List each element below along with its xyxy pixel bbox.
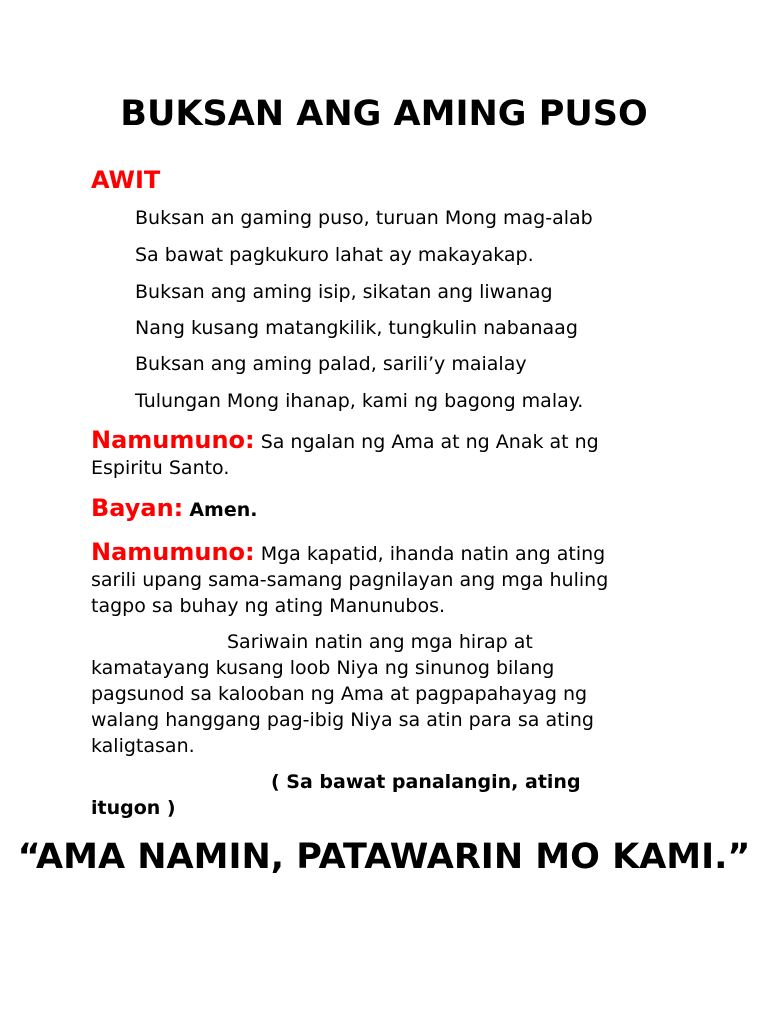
congregation-response: “AMA NAMIN, PATAWARIN MO KAMI.” bbox=[17, 837, 751, 877]
exchange-text: Sa ngalan ng Ama at ng Anak at ng Espiritu Santo. bbox=[91, 431, 599, 479]
document-title: BUKSAN ANG AMING PUSO bbox=[120, 94, 648, 134]
song-line: Buksan an gaming puso, turuan Mong mag-alab bbox=[135, 207, 593, 229]
instruction-text: ( Sa bawat panalangin, ating itugon ) bbox=[91, 771, 581, 819]
song-line: Sa bawat pagkukuro lahat ay makayakap. bbox=[135, 244, 534, 266]
reflection-paragraph bbox=[91, 629, 651, 759]
exchange-people-response bbox=[91, 495, 651, 523]
song-line: Nang kusang matangkilik, tungkulin nabanaag bbox=[135, 317, 578, 339]
song-line: Tulungan Mong ihanap, kami ng bagong malay. bbox=[135, 390, 584, 412]
speaker-label-namumuno: Namumuno: bbox=[91, 426, 255, 454]
exchange-text: Mga kapatid, ihanda natin ang ating sarili upang sama-samang pagnilayan ang mga huling tagpo sa buhay ng ating Manunubos. bbox=[91, 543, 609, 617]
section-heading-awit: AWIT bbox=[91, 166, 161, 194]
reflection-text: Sariwain natin ang mga hirap at kamatayang kusang loob Niya ng sinunog bilang pagsunod sa kalooban ng Ama at pagpapahayag ng walang hanggang pag-ibig Niya sa atin para sa ating kaligtasan. bbox=[91, 631, 594, 757]
speaker-label-namumuno: Namumuno: bbox=[91, 538, 255, 566]
exchange-leader-opening bbox=[91, 427, 651, 481]
song-line: Buksan ang aming isip, sikatan ang liwanag bbox=[135, 281, 553, 303]
exchange-text: Amen. bbox=[189, 499, 258, 521]
response-instruction bbox=[91, 769, 651, 821]
speaker-label-bayan: Bayan: bbox=[91, 494, 184, 522]
exchange-leader-invitation bbox=[91, 539, 651, 619]
song-line: Buksan ang aming palad, sarili’y maialay bbox=[135, 353, 527, 375]
